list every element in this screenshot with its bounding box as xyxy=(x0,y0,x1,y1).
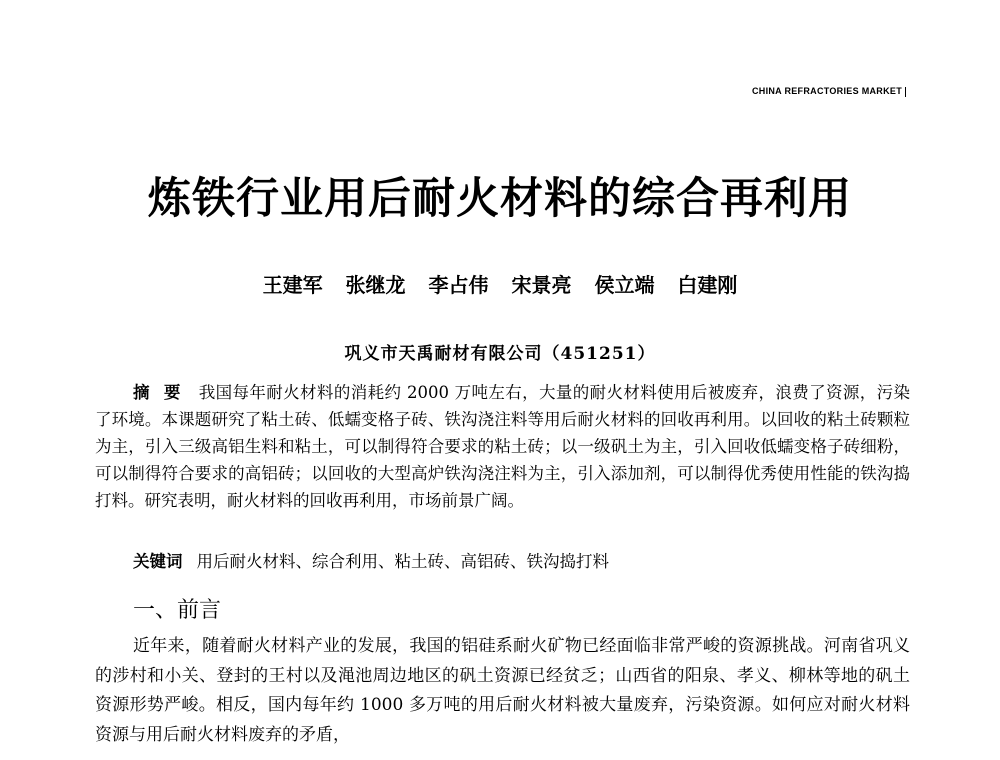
abstract xyxy=(95,379,910,514)
author: 王建军 xyxy=(262,273,323,297)
header-rule xyxy=(905,87,906,97)
affiliation: 巩义市天禹耐材有限公司（451251） xyxy=(344,344,656,364)
author: 张继龙 xyxy=(345,273,406,297)
section-heading: 一、前言 xyxy=(133,598,222,623)
body-paragraph: 近年来，随着耐火材料产业的发展，我国的铝硅系耐火矿物已经面临非常严峻的资源挑战。河南省巩义的涉村和小关、登封的王村以及渑池周边地区的矾土资源已经贫乏；山西省的阳泉、孝义、柳林等地的矾土资源形势严峻。相反，国内每年约 1000 多万吨的用后耐火材料被大量废弃，污染资源。如何应对耐火材料资源与用后耐火材料废弃的矛盾， xyxy=(95,636,910,745)
author: 侯立端 xyxy=(594,273,655,297)
keywords-label: 关键词 xyxy=(133,552,183,571)
keywords xyxy=(95,548,910,575)
author-list xyxy=(0,269,1000,298)
paper-title: 炼铁行业用后耐火材料的综合再利用 xyxy=(148,174,852,224)
abstract-label: 摘要 xyxy=(133,383,195,402)
author: 白建刚 xyxy=(677,273,738,297)
abstract-text: 我国每年耐火材料的消耗约 2000 万吨左右，大量的耐火材料使用后被废弃，浪费了资源，污染了环境。本课题研究了粘土砖、低蠕变格子砖、铁沟浇注料等用后耐火材料的回收再利用。以回收的粘土砖颗粒为主，引入三级高铝生料和粘土，可以制得符合要求的粘土砖；以一级矾土为主，引入回收低蠕变格子砖细粉，可以制得符合要求的高铝砖；以回收的大型高炉铁沟浇注料为主，引入添加剂，可以制得优秀使用性能的铁沟捣打料。研究表明，耐火材料的回收再利用，市场前景广阔。 xyxy=(95,383,910,510)
running-header xyxy=(752,86,906,97)
keywords-text: 用后耐火材料、综合利用、粘土砖、高铝砖、铁沟捣打料 xyxy=(196,552,609,571)
running-header-text: CHINA REFRACTORIES MARKET xyxy=(751,86,902,96)
author: 李占伟 xyxy=(428,273,489,297)
author: 宋景亮 xyxy=(511,273,572,297)
